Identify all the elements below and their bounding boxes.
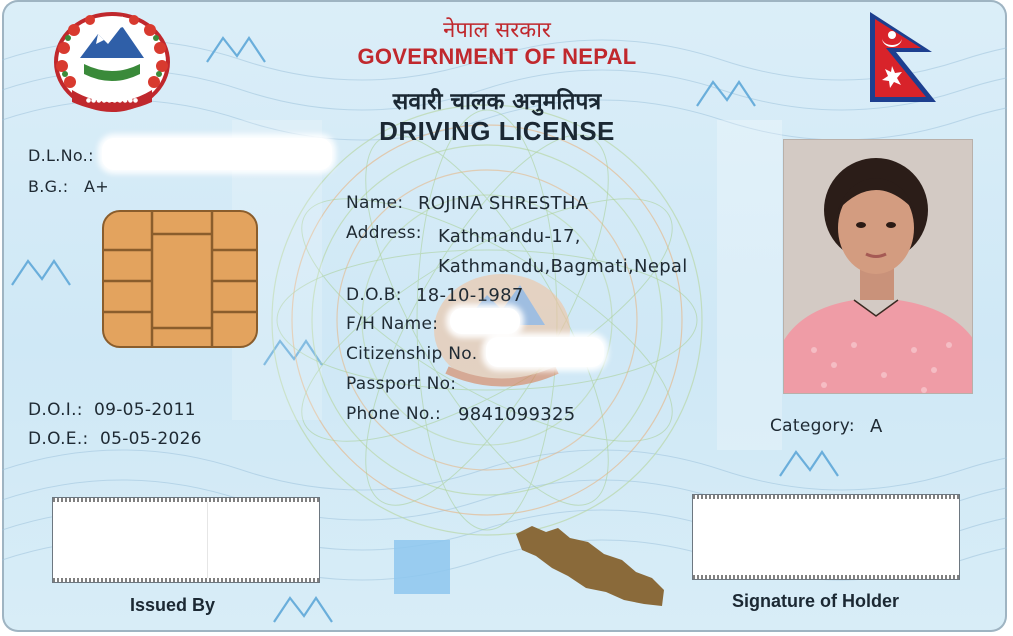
svg-text:●●●●●●●●●●: ●●●●●●●●●●: [85, 97, 139, 104]
name-value: ROJINA SHRESTHA: [418, 193, 589, 214]
nepal-map-icon: [512, 520, 672, 612]
hologram-square: [394, 540, 450, 594]
bg-value: A+: [84, 177, 109, 196]
doi-value: 09-05-2011: [94, 400, 196, 420]
issued-by-label: Issued By: [130, 595, 216, 615]
nepal-emblem-icon: [50, 8, 174, 116]
citizenship-label: Citizenship No.: [346, 344, 478, 364]
passport-label: Passport No:: [346, 374, 457, 394]
address-label: Address:: [346, 223, 422, 243]
category-label: Category:: [770, 416, 855, 436]
dl-no-label: D.L.No.:: [28, 146, 94, 165]
doe-value: 05-05-2026: [100, 429, 202, 449]
dob-label: D.O.B:: [346, 285, 402, 305]
signature-of-holder-label: Signature of Holder: [732, 591, 900, 611]
holder-signature-box: [692, 494, 960, 580]
dob-value: 18-10-1987: [416, 285, 524, 306]
citizenship-redaction: [486, 337, 604, 367]
smart-chip-icon: [102, 210, 258, 348]
issued-by-signature-box: [52, 497, 320, 583]
phone-value: 9841099325: [458, 404, 576, 425]
address-line1: Kathmandu-17,: [438, 226, 581, 247]
driving-license-card: [2, 0, 1007, 632]
fh-name-label: F/H Name:: [346, 314, 439, 334]
holder-photo: [783, 139, 973, 394]
fh-name-redaction: [450, 308, 520, 334]
address-line2: Kathmandu,Bagmati,Nepal: [438, 256, 688, 277]
nepal-flag-icon: [866, 8, 940, 106]
doi-label: D.O.I.:: [28, 400, 83, 420]
license-title: DRIVING LICENSE: [379, 116, 615, 146]
doe-label: D.O.E.:: [28, 429, 89, 449]
government-title: GOVERNMENT OF NEPAL: [357, 44, 637, 69]
bg-label: B.G.:: [28, 177, 69, 196]
nepali-license-title: सवारी चालक अनुमतिपत्र: [392, 89, 602, 115]
name-label: Name:: [346, 193, 404, 213]
dl-no-redaction: [102, 138, 332, 170]
nepali-government-text: नेपाल सरकार: [443, 18, 551, 43]
phone-label: Phone No.:: [346, 404, 442, 424]
category-value: A: [870, 416, 883, 437]
